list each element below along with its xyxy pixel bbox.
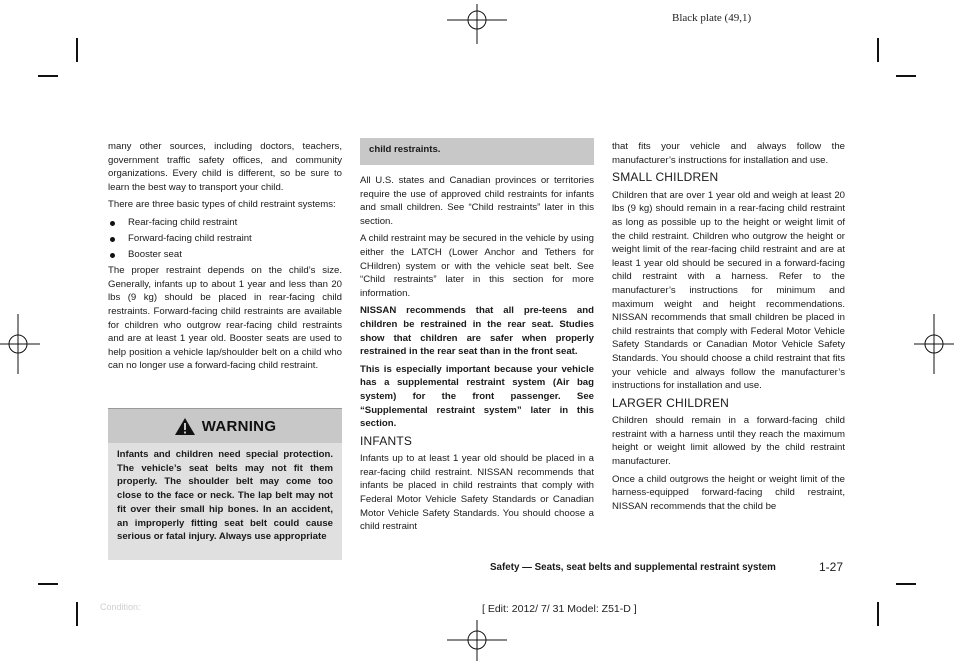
registration-mark-right — [914, 314, 954, 374]
section-heading-small-children: SMALL CHILDREN — [612, 170, 719, 185]
footer-section-title: Safety — Seats, seat belts and supplemental restraint system — [490, 562, 776, 573]
list-item: Rear-facing child restraint — [108, 216, 342, 230]
warning-body: Infants and children need special protection. The vehicle’s seat belts may not fit them properly. The shoulder belt may come too close to the face or neck. The lap belt may not fit over their small hip bones. In an accident, an improperly fitting seat belt could cause serious or fatal injury. Always use appropriate — [108, 443, 342, 560]
paragraph: many other sources, including doctors, teachers, government traffic safety offices, and community organizations. Every child is different, so be sure to learn the best way to transport your child. — [108, 141, 342, 193]
paragraph: Children that are over 1 year old and weigh at least 20 lbs (9 kg) should remain in a rear-facing child restraint as long as possible up to the height or weight limit of the child restraint. Children who outgrow the height or weight limit of the rear-facing child restraint and are at least 1 year old should be secured in a forward-facing child restraint with a harness. Refer to the manufacturer’s instructions for minimum and maximum weight and height recommendations. NISSAN recommends that small children be placed in child restraints that comply with Federal Motor Vehicle Safety Standards or Canadian Motor Vehicle Safety Standards. You should choose a child restraint that fits your vehicle and always follow the manufacturer’s instructions for installation and use. — [612, 189, 845, 392]
restraint-types-list — [108, 216, 342, 262]
section-heading-infants: INFANTS — [360, 433, 413, 448]
column-2 — [360, 174, 594, 538]
paragraph: There are three basic types of child restraint systems: — [108, 199, 336, 211]
paragraph: Once a child outgrows the height or weight limit of the harness-equipped forward-facing child restraint, NISSAN recommends that the child be — [612, 473, 845, 512]
warning-triangle-icon — [174, 417, 196, 436]
bold-paragraph: NISSAN recommends that all pre-teens and children be restrained in the rear seat. Studies show that children are safer when properly restrained in the rear seat than in the front seat. — [360, 305, 594, 358]
column-3 — [612, 140, 845, 517]
crop-mark — [38, 583, 58, 585]
page-number: 1-27 — [819, 560, 844, 574]
list-item: Booster seat — [108, 248, 342, 262]
registration-mark-top — [447, 4, 507, 44]
paragraph: The proper restraint depends on the child’s size. Generally, infants up to about 1 year and less than 20 lbs (9 kg) should be placed in rear-facing child restraints. Forward-facing child restraints are available for children who outgrow rear-facing child restraints and are at least 1 year old. Booster seats are used to help position a vehicle lap/shoulder belt on a child who can no longer use a forward-facing child restraint. — [108, 265, 342, 372]
section-heading-larger-children: LARGER CHILDREN — [612, 395, 730, 410]
crop-mark — [896, 75, 916, 77]
list-item: Forward-facing child restraint — [108, 232, 342, 246]
crop-mark — [76, 38, 78, 62]
paragraph: Children should remain in a forward-facing child restraint with a harness until they reach the maximum height or weight limit allowed by the child restraint manufacturer. — [612, 415, 845, 468]
continued-warning-box: child restraints. — [360, 138, 594, 165]
crop-mark — [896, 583, 916, 585]
registration-mark-bottom — [447, 620, 507, 661]
bold-paragraph: This is especially important because your vehicle has a supplemental restraint system (Air bag system) for the front passenger. See “Supplemental restraint system” later in this section. — [360, 363, 594, 430]
paragraph: All U.S. states and Canadian provinces or territories require the use of approved child restraints for infants and small children. See “Child restraints” later in this section. — [360, 175, 594, 227]
warning-title: WARNING — [201, 417, 277, 435]
registration-mark-left — [0, 314, 40, 374]
crop-mark — [76, 602, 78, 626]
paragraph: A child restraint may be secured in the vehicle by using either the LATCH (Lower Anchor and Tethers for CHildren) system or with the vehicle seat belt. See “Child restraints” later in this section for more information. — [360, 233, 594, 299]
crop-mark — [877, 38, 879, 62]
warning-header — [108, 408, 342, 444]
paragraph: that fits your vehicle and always follow the manufacturer’s instructions for installation and use. — [612, 141, 845, 166]
condition-label: Condition: — [100, 602, 141, 612]
crop-mark — [38, 75, 58, 77]
plate-label: Black plate (49,1) — [672, 12, 752, 24]
crop-mark — [877, 602, 879, 626]
edit-info: [ Edit: 2012/ 7/ 31 Model: Z51-D ] — [482, 603, 637, 615]
column-1 — [108, 140, 342, 377]
paragraph: Infants up to at least 1 year old should be placed in a rear-facing child restraint. NISSAN recommends that infants be placed in child restraints that comply with Federal Motor Vehicle Safety Standards or Canadian Motor Vehicle Safety Standards. You should choose a child restraint — [360, 453, 594, 533]
